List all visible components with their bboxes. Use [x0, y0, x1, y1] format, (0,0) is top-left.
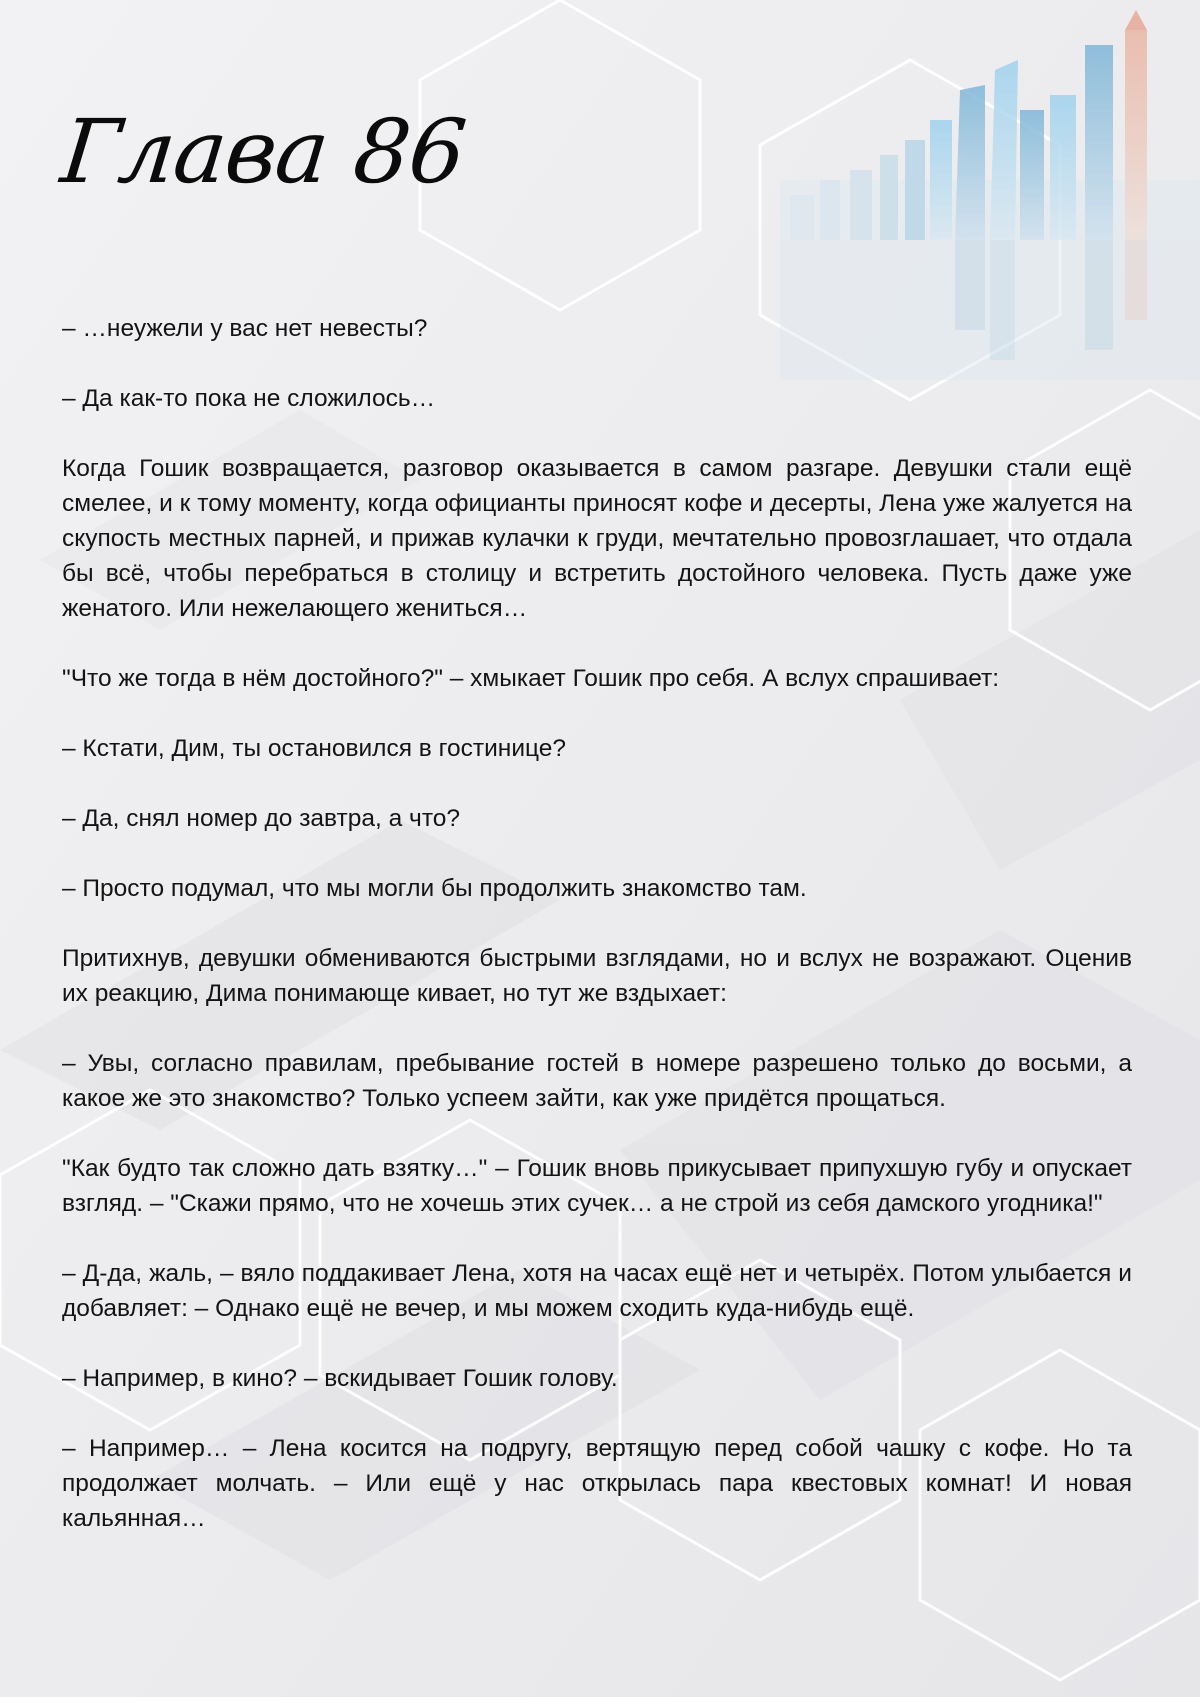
paragraph: Когда Гошик возвращается, разговор оказывается в самом разгаре. Девушки стали ещё смелее, и к тому моменту, когда официанты приносят кофе и десерты, Лена уже жалуется на скупость местных парней, и прижав кулачки к груди, мечтательно провозглашает, что отдала бы всё, чтобы перебраться в столицу и встретить достойного человека. Пусть даже уже женатого. Или нежелающего жениться…	[62, 455, 1132, 622]
paragraph: – …неужели у вас нет невесты?	[62, 315, 428, 342]
chapter-title: Глава 86	[56, 100, 470, 203]
paragraph: – Увы, согласно правилам, пребывание гостей в номере разрешено только до восьми, а какое же это знакомство? Только успеем зайти, как уже придётся прощаться.	[62, 1050, 1132, 1112]
paragraph: – Д-да, жаль, – вяло поддакивает Лена, хотя на часах ещё нет и четырёх. Потом улыбается и добавляет: – Однако ещё не вечер, и мы можем сходить куда-нибудь ещё.	[62, 1260, 1132, 1322]
paragraph: – Кстати, Дим, ты остановился в гостинице?	[62, 735, 567, 762]
paragraph: – Да как-то пока не сложилось…	[62, 385, 436, 412]
paragraph: – Да, снял номер до завтра, а что?	[62, 805, 461, 832]
paragraph: "Что же тогда в нём достойного?" – хмыкает Гошик про себя. А вслух спрашивает:	[62, 665, 1000, 692]
paragraph: – Просто подумал, что мы могли бы продолжить знакомство там.	[62, 875, 807, 902]
paragraph: "Как будто так сложно дать взятку…" – Гошик вновь прикусывает припухшую губу и опускает взгляд. – "Скажи прямо, что не хочешь этих сучек… а не строй из себя дамского угодника!"	[62, 1155, 1132, 1217]
paragraph: – Например… – Лена косится на подругу, вертящую перед собой чашку с кофе. Но та продолжает молчать. – Или ещё у нас открылась пара квестовых комнат! И новая кальянная…	[62, 1435, 1132, 1532]
paragraph: Притихнув, девушки обмениваются быстрыми взглядами, но и вслух не возражают. Оценив их реакцию, Дима понимающе кивает, но тут же вздыхает:	[62, 945, 1132, 1007]
chapter-text	[62, 311, 1132, 1571]
paragraph: – Например, в кино? – вскидывает Гошик голову.	[62, 1365, 618, 1392]
